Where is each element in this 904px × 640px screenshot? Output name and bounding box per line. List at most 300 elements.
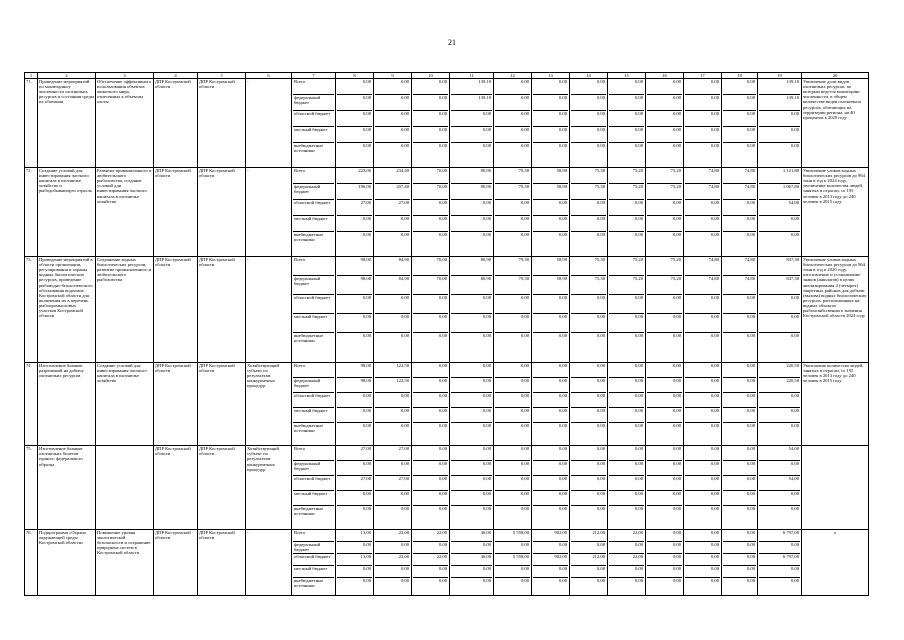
value-cell: 84,90: [375, 276, 410, 295]
value-cell: 75,30: [571, 184, 606, 200]
cell-values-col-14: [570, 168, 608, 257]
funding-source: Всего: [293, 168, 334, 184]
cell-sources: [292, 79, 336, 168]
funding-source: местный бюджет: [293, 408, 334, 423]
value-cell: 0,00: [634, 422, 643, 428]
value-cell: 0,00: [634, 506, 643, 512]
value-cell: 0,00: [609, 408, 644, 423]
value-cell: 0,00: [451, 446, 492, 461]
cell-values-col-16: [646, 168, 684, 257]
value-cell: 0,00: [759, 542, 800, 554]
cell-values-col-10: [412, 529, 450, 596]
value-cell: 0,00: [451, 216, 492, 232]
value-cell: 84,90: [375, 257, 410, 276]
value-cell: 0,00: [375, 295, 410, 314]
value-cell: 22,00: [413, 530, 448, 542]
value-cell: 27,00: [337, 200, 372, 216]
value-cell: 0,00: [375, 127, 410, 143]
cell-values-col-19: [758, 446, 802, 529]
value-cell: 27,00: [375, 476, 410, 491]
cell-values-col-13: [532, 168, 570, 257]
cell-values-col-10: [412, 257, 450, 363]
value-cell: 0,00: [337, 295, 372, 314]
value-cell: 0,00: [634, 232, 643, 238]
value-cell: 27,00: [375, 200, 410, 216]
value-cell: 70,00: [413, 168, 448, 184]
value-cell: 0,00: [413, 542, 448, 554]
value-cell: 0,00: [647, 554, 682, 566]
cell-values-col-8: [336, 529, 374, 596]
value-cell: 80,90: [451, 276, 492, 295]
value-cell: 98,00: [337, 276, 372, 295]
value-cell: 0,00: [609, 295, 644, 314]
value-cell: 0,00: [685, 314, 720, 333]
funding-source: Всего: [293, 363, 334, 378]
value-cell: 0,00: [685, 476, 720, 491]
cell-values-col-16: [646, 79, 684, 168]
cell-coexec: ДПР Костромской области: [198, 362, 246, 445]
value-cell: 74,80: [685, 257, 720, 276]
cell-values-col-11: [450, 79, 494, 168]
value-cell: 0,00: [609, 491, 644, 506]
cell-result: [802, 446, 869, 529]
value-cell: 0,00: [533, 461, 568, 476]
value-cell: 0,00: [413, 393, 448, 408]
table-row: [25, 446, 869, 529]
value-cell: 0,00: [685, 491, 720, 506]
value-cell: 0,00: [533, 295, 568, 314]
cell-values-col-13: [532, 257, 570, 363]
value-cell: 0,00: [375, 461, 410, 476]
value-cell: 70,00: [413, 184, 448, 200]
value-cell: 0,00: [672, 577, 681, 583]
value-cell: 6 797,00: [759, 554, 800, 566]
value-cell: 0,00: [451, 363, 492, 378]
value-cell: 0,00: [482, 232, 491, 238]
column-number: 7: [292, 73, 336, 79]
value-cell: 0,00: [596, 232, 605, 238]
cell-name: Изготовление бланков охотничьих билетов единого федерального образца: [38, 446, 96, 529]
cell-col6: Хозяйствующий субъект по результатам конкурентных процедур: [246, 362, 292, 445]
value-cell: 22,00: [609, 530, 644, 542]
value-cell: 0,00: [520, 333, 529, 339]
value-cell: 74,80: [685, 184, 720, 200]
value-cell: 0,00: [495, 95, 530, 111]
value-cell: 0,00: [375, 393, 410, 408]
value-cell: 0,00: [759, 461, 800, 476]
value-cell: 0,00: [571, 378, 606, 393]
value-cell: 0,00: [672, 506, 681, 512]
value-cell: 0,00: [790, 232, 799, 238]
value-cell: 79,30: [495, 168, 530, 184]
value-cell: 0,00: [533, 200, 568, 216]
funding-source: внебюджетные источники: [294, 333, 324, 344]
cell-goal: [96, 446, 154, 529]
value-cell: 0,00: [337, 216, 372, 232]
value-cell: 58,90: [533, 184, 568, 200]
value-cell: 0,00: [571, 216, 606, 232]
cell-values-col-12: [494, 168, 532, 257]
value-cell: 98,00: [337, 378, 372, 393]
value-cell: 0,00: [571, 127, 606, 143]
value-cell: 0,00: [413, 476, 448, 491]
column-number: 4: [154, 73, 198, 79]
value-cell: 0,00: [609, 127, 644, 143]
value-cell: 0,00: [710, 143, 719, 149]
value-cell: 0,00: [634, 333, 643, 339]
cell-values-col-16: [646, 446, 684, 529]
value-cell: 0,00: [685, 530, 720, 542]
cell-col6: -: [246, 257, 292, 363]
value-cell: 79,30: [495, 257, 530, 276]
cell-values-col-14: [570, 257, 608, 363]
cell-values-col-16: [646, 529, 684, 596]
cell-values-col-15: [608, 529, 646, 596]
cell-values-col-9: [374, 257, 412, 363]
value-cell: 0,00: [558, 232, 567, 238]
page-number: 21: [448, 38, 456, 47]
value-cell: 0,00: [647, 476, 682, 491]
value-cell: 0,00: [571, 461, 606, 476]
value-cell: 0,00: [362, 232, 371, 238]
value-cell: 0,00: [413, 446, 448, 461]
cell-name: Создание условий для инвестирования частного капитала в охотничье хозяйство и рыбодобывающую отрасль: [38, 168, 96, 257]
value-cell: 0,00: [362, 333, 371, 339]
value-cell: 0,00: [685, 393, 720, 408]
value-cell: 0,00: [375, 542, 410, 554]
value-cell: 0,00: [647, 363, 682, 378]
value-cell: 0,00: [413, 408, 448, 423]
column-number: 17: [684, 73, 722, 79]
value-cell: 0,00: [746, 506, 755, 512]
value-cell: 0,00: [451, 111, 492, 127]
value-cell: 139,10: [451, 79, 492, 95]
value-cell: 0,00: [746, 422, 755, 428]
column-number: 15: [608, 73, 646, 79]
value-cell: 0,00: [571, 408, 606, 423]
value-cell: 0,00: [438, 143, 447, 149]
cell-values-col-8: [336, 257, 374, 363]
value-cell: 0,00: [400, 232, 409, 238]
value-cell: 0,00: [375, 314, 410, 333]
funding-source: Всего: [293, 446, 334, 461]
value-cell: 0,00: [520, 232, 529, 238]
value-cell: 0,00: [609, 446, 644, 461]
value-cell: 0,00: [609, 111, 644, 127]
value-cell: 0,00: [647, 95, 682, 111]
value-cell: 0,00: [400, 143, 409, 149]
value-cell: 223,00: [337, 168, 372, 184]
value-cell: 0,00: [451, 461, 492, 476]
cell-exec: ДПР Костромской области: [154, 168, 198, 257]
value-cell: 0,00: [495, 363, 530, 378]
value-cell: 0,00: [685, 127, 720, 143]
column-number: 6: [246, 73, 292, 79]
cell-result: Увеличение доли видов охотничьих ресурсов, по которым ведется мониторинг численности, в общем количестве видов охотничьих ресурсов, обитающих на территории региона, на 40 процентов к 2020 году: [802, 79, 869, 168]
cell-goal: Создание условий для инвестирования частного капитала в охотничье хозяйство: [96, 362, 154, 445]
value-cell: 0,00: [723, 542, 756, 554]
cell-values-col-11: [450, 529, 494, 596]
value-cell: 0,00: [495, 127, 530, 143]
value-cell: 0,00: [634, 577, 643, 583]
funding-source: федеральный бюджет: [293, 95, 334, 111]
value-cell: 0,00: [482, 422, 491, 428]
value-cell: 0,00: [571, 314, 606, 333]
cell-values-col-17: [684, 168, 722, 257]
cell-sources: [292, 362, 336, 445]
cell-values-col-19: [758, 362, 802, 445]
value-cell: 70,00: [413, 257, 448, 276]
value-cell: 0,00: [558, 143, 567, 149]
cell-num: 76.: [25, 529, 38, 596]
value-cell: 0,00: [558, 333, 567, 339]
cell-values-col-17: [684, 529, 722, 596]
column-number: 1: [25, 73, 38, 79]
value-cell: 0,00: [685, 95, 720, 111]
cell-col6: Хозяйствующий субъект по результатам конкурентных процедур: [246, 446, 292, 529]
cell-values-col-17: [684, 446, 722, 529]
value-cell: 0,00: [723, 408, 756, 423]
value-cell: 0,00: [571, 95, 606, 111]
table-row: [25, 79, 869, 168]
cell-values-col-19: [758, 168, 802, 257]
value-cell: 13,00: [337, 530, 372, 542]
cell-values-col-8: [336, 79, 374, 168]
cell-values-col-13: [532, 529, 570, 596]
column-number: 8: [336, 73, 374, 79]
cell-values-col-9: [374, 168, 412, 257]
value-cell: 0,00: [375, 491, 410, 506]
value-cell: 0,00: [495, 566, 530, 578]
value-cell: 220,50: [759, 378, 800, 393]
cell-values-col-10: [412, 446, 450, 529]
cell-values-col-12: [494, 79, 532, 168]
value-cell: 0,00: [533, 542, 568, 554]
cell-values-col-10: [412, 168, 450, 257]
value-cell: 79,30: [495, 184, 530, 200]
value-cell: 27,00: [375, 446, 410, 461]
value-cell: 212,00: [571, 554, 606, 566]
value-cell: 0,00: [533, 363, 568, 378]
cell-values-col-14: [570, 446, 608, 529]
value-cell: 0,00: [790, 506, 799, 512]
value-cell: 75,30: [571, 276, 606, 295]
value-cell: 54,00: [759, 200, 800, 216]
value-cell: 0,00: [337, 95, 372, 111]
funding-source: внебюджетные источники: [294, 506, 324, 517]
cell-values-col-12: [494, 529, 532, 596]
value-cell: 0,00: [495, 378, 530, 393]
value-cell: 0,00: [759, 216, 800, 232]
value-cell: 0,00: [723, 393, 756, 408]
value-cell: 0,00: [400, 333, 409, 339]
value-cell: 0,00: [533, 476, 568, 491]
value-cell: 139,10: [759, 79, 800, 95]
value-cell: 0,00: [520, 422, 529, 428]
value-cell: 0,00: [400, 577, 409, 583]
value-cell: 1 121,80: [759, 168, 800, 184]
cell-exec: ДПР Костромской области: [154, 79, 198, 168]
funding-source: областной бюджет: [293, 200, 334, 216]
value-cell: 0,00: [438, 422, 447, 428]
value-cell: 5 558,00: [495, 554, 530, 566]
column-number: 18: [722, 73, 758, 79]
value-cell: 0,00: [451, 200, 492, 216]
value-cell: 0,00: [672, 333, 681, 339]
value-cell: 0,00: [337, 111, 372, 127]
value-cell: 0,00: [685, 79, 720, 95]
cell-name: Проведение мероприятий в области организации, регулирования и охраны водных биологических ресурсов, проведение рыбоводно-биологического обоснования водоемов Костромской области для включения их в перечень рыбопромысловых участков Костромской области: [38, 257, 96, 363]
value-cell: 0,00: [647, 461, 682, 476]
value-cell: 75,20: [647, 168, 682, 184]
value-cell: 0,00: [533, 491, 568, 506]
value-cell: 0,00: [759, 314, 800, 333]
value-cell: 0,00: [759, 111, 800, 127]
cell-result: х: [802, 529, 869, 596]
cell-result: Увеличение уловов водных биологических ресурсов до 964 тонн в год к 2020 году, изготовление и установление знаков (аншлагов) в целях анализирования 4 (четырех) запретных районов для добычи (вылова) водных биологических ресурсов, расположенных на водных объектах рыбохозяйственного значения Костромской области 2024 году: [802, 257, 869, 363]
value-cell: 0,00: [746, 577, 755, 583]
value-cell: 0,00: [571, 295, 606, 314]
value-cell: 0,00: [746, 143, 755, 149]
value-cell: 0,00: [438, 333, 447, 339]
cell-values-col-18: [722, 168, 758, 257]
funding-source: областной бюджет: [293, 111, 334, 127]
value-cell: 0,00: [571, 363, 606, 378]
cell-exec: ДПР Костромской области: [154, 257, 198, 363]
cell-sources: [292, 168, 336, 257]
funding-source: федеральный бюджет: [293, 542, 334, 554]
value-cell: 22,00: [375, 554, 410, 566]
value-cell: 0,00: [596, 506, 605, 512]
value-cell: 0,00: [759, 408, 800, 423]
value-cell: 0,00: [685, 200, 720, 216]
value-cell: 0,00: [558, 506, 567, 512]
value-cell: 0,00: [723, 314, 756, 333]
value-cell: 0,00: [495, 111, 530, 127]
value-cell: 0,00: [375, 95, 410, 111]
cell-values-col-13: [532, 79, 570, 168]
value-cell: 196,00: [337, 184, 372, 200]
cell-values-col-10: [412, 362, 450, 445]
value-cell: 0,00: [647, 378, 682, 393]
value-cell: 234,40: [375, 168, 410, 184]
value-cell: 0,00: [413, 79, 448, 95]
cell-sources: [292, 529, 336, 596]
value-cell: 0,00: [710, 422, 719, 428]
value-cell: 13,00: [337, 554, 372, 566]
value-cell: 0,00: [413, 461, 448, 476]
funding-source: внебюджетные источники: [294, 577, 324, 588]
value-cell: 0,00: [647, 295, 682, 314]
cell-values-col-15: [608, 257, 646, 363]
value-cell: 75,30: [571, 257, 606, 276]
value-cell: 0,00: [609, 363, 644, 378]
value-cell: 0,00: [495, 491, 530, 506]
value-cell: 0,00: [375, 79, 410, 95]
value-cell: 0,00: [723, 491, 756, 506]
value-cell: 0,00: [596, 333, 605, 339]
cell-values-col-14: [570, 529, 608, 596]
value-cell: 58,90: [533, 276, 568, 295]
value-cell: 0,00: [362, 143, 371, 149]
value-cell: 0,00: [337, 566, 372, 578]
value-cell: 0,00: [451, 393, 492, 408]
value-cell: 0,00: [337, 314, 372, 333]
value-cell: 0,00: [495, 476, 530, 491]
cell-name: Подпрограмма «Охрана окружающей среды Костромской области»: [38, 529, 96, 596]
funding-source: федеральный бюджет: [293, 378, 334, 393]
funding-source: Всего: [293, 530, 334, 542]
value-cell: 75,20: [609, 184, 644, 200]
value-cell: 0,00: [413, 111, 448, 127]
value-cell: 74,80: [723, 168, 756, 184]
funding-source: областной бюджет: [293, 393, 334, 408]
cell-col6: -: [246, 168, 292, 257]
value-cell: 0,00: [609, 566, 644, 578]
table-row: [25, 257, 869, 363]
value-cell: 0,00: [685, 363, 720, 378]
value-cell: 0,00: [672, 232, 681, 238]
value-cell: 0,00: [533, 111, 568, 127]
column-number: 19: [758, 73, 802, 79]
value-cell: 0,00: [482, 143, 491, 149]
value-cell: 0,00: [647, 111, 682, 127]
value-cell: 0,00: [482, 577, 491, 583]
value-cell: 0,00: [790, 577, 799, 583]
column-number: 3: [96, 73, 154, 79]
cell-values-col-16: [646, 362, 684, 445]
value-cell: 0,00: [685, 378, 720, 393]
value-cell: 0,00: [337, 491, 372, 506]
value-cell: 0,00: [571, 200, 606, 216]
column-number: 11: [450, 73, 494, 79]
cell-values-col-9: [374, 529, 412, 596]
value-cell: 847,30: [759, 257, 800, 276]
value-cell: 0,00: [710, 333, 719, 339]
cell-values-col-11: [450, 168, 494, 257]
value-cell: 0,00: [759, 491, 800, 506]
value-cell: 0,00: [571, 79, 606, 95]
value-cell: 0,00: [647, 127, 682, 143]
cell-result: Увеличение количества людей, занятых в отрасли, со 195 человек в 2013 году до 240 человек в 2015 году: [802, 362, 869, 445]
value-cell: 0,00: [723, 295, 756, 314]
value-cell: 0,00: [647, 542, 682, 554]
value-cell: 0,00: [558, 577, 567, 583]
table-row: [25, 362, 869, 445]
value-cell: 54,00: [759, 476, 800, 491]
value-cell: 0,00: [746, 333, 755, 339]
value-cell: 0,00: [337, 127, 372, 143]
value-cell: 0,00: [413, 491, 448, 506]
value-cell: 0,00: [413, 200, 448, 216]
value-cell: 0,00: [533, 95, 568, 111]
cell-values-col-19: [758, 529, 802, 596]
value-cell: 0,00: [746, 232, 755, 238]
value-cell: 58,90: [533, 168, 568, 184]
value-cell: 0,00: [647, 79, 682, 95]
value-cell: 902,00: [533, 554, 568, 566]
funding-source: федеральный бюджет: [293, 184, 334, 200]
value-cell: 847,30: [759, 276, 800, 295]
cell-goal: Развитие промышленного и любительского рыболовства, создание условий для инвестирования частного капитала в охотничье хозяйство: [96, 168, 154, 257]
value-cell: 54,00: [759, 446, 800, 461]
value-cell: 207,40: [375, 184, 410, 200]
value-cell: 0,00: [609, 393, 644, 408]
value-cell: 0,00: [723, 476, 756, 491]
value-cell: 80,90: [451, 184, 492, 200]
value-cell: 0,00: [685, 566, 720, 578]
value-cell: 0,00: [647, 408, 682, 423]
